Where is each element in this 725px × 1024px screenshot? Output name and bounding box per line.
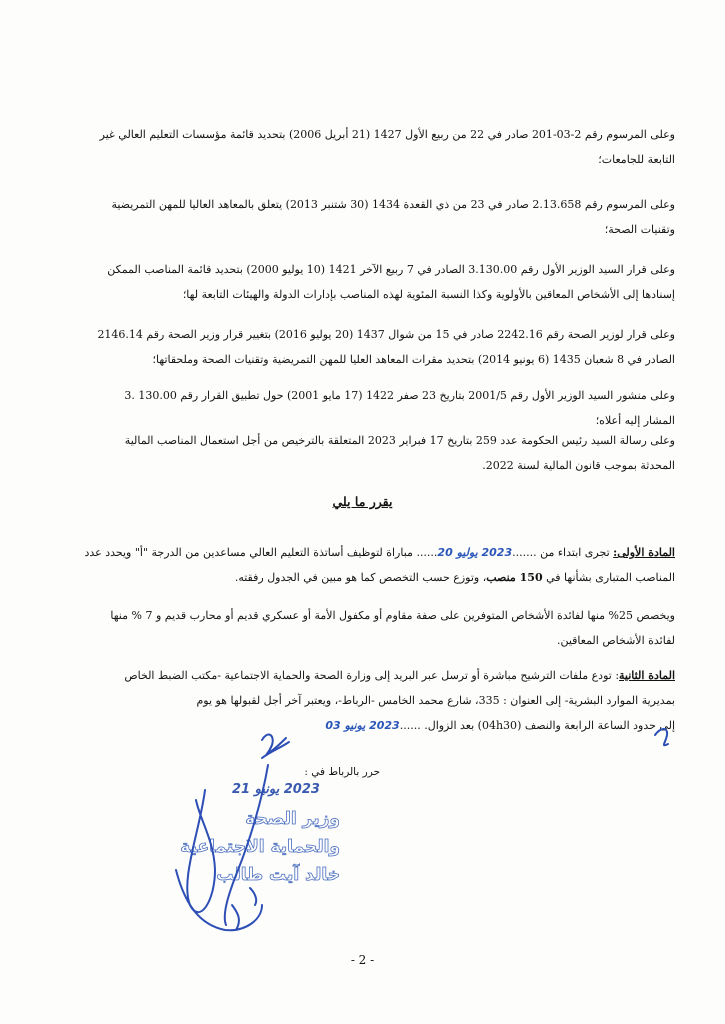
text-line: المشار إليه أعلاه؛ bbox=[595, 414, 675, 427]
seal-line: والحماية الاجتماعية bbox=[180, 837, 340, 857]
text-segment: مباراة لتوظيف أساتذة التعليم العالي مساعدين من الدرجة "أ" ويحدد عدد bbox=[84, 546, 413, 559]
text-line: وعلى قرار لوزير الصحة رقم 2242.16 صادر في 15 من شوال 1437 (20 يوليو 2016) بتغيير قرار وزير الصحة رقم 2146.14 bbox=[97, 328, 675, 341]
text-segment: تجرى ابتداء من bbox=[540, 546, 610, 559]
text-line: المحدثة بموجب قانون المالية لسنة 2022. bbox=[482, 459, 675, 472]
page-number: - 2 - bbox=[350, 953, 375, 967]
text-segment: المناصب المتبارى بشأنها في bbox=[546, 571, 675, 584]
text-line: وتقنيات الصحة؛ bbox=[604, 223, 675, 236]
text-line: وعلى المرسوم رقم 2.13.658 صادر في 23 من ذي القعدة 1434 (30 شتنبر 2013) يتعلق بالمعاهد العاليا للمهن التمريضية bbox=[111, 198, 675, 211]
text-line: وعلى المرسوم رقم 2-03-201 صادر في 22 من ربيع الأول 1427 (21 أبريل 2006) بتحديد قائمة مؤسسات التعليم العالي غير bbox=[99, 128, 675, 141]
decision-heading: يقرر ما يلي bbox=[332, 494, 393, 509]
posts-count: 150 منصب bbox=[486, 571, 543, 584]
text-line: إسنادها إلى الأشخاص المعاقين بالأولوية وكذا النسبة المئوية لهذه المناصب بإدارات الدولة والهيئات التابعة لها؛ bbox=[182, 288, 675, 301]
text-line: ويخصص 25% منها لفائدة الأشخاص المتوفرين على صفة مقاوم أو مكفول الأمة أو عسكري قديم أو محارب قديم و 7 % منها bbox=[110, 609, 675, 622]
article-two-label: المادة الثانية bbox=[619, 669, 675, 682]
seal-line: وزير الصحة bbox=[245, 809, 340, 829]
date-stamp: 2023 يوليو 20 bbox=[437, 546, 513, 559]
text-line: لفائدة الأشخاص المعاقين. bbox=[556, 634, 675, 647]
seal-line: خالد آيت طالب bbox=[216, 865, 340, 885]
text-line: وعلى رسالة السيد رئيس الحكومة عدد 259 بتاريخ 17 فبراير 2023 المتعلقة بالترخيص من أجل استعمال المناصب المالية bbox=[124, 434, 675, 447]
article-one-line-1: المادة الأولى: تجرى ابتداء من .......2023 يوليو 20...... مباراة لتوظيف أساتذة التعليم العالي مساعدين من الدرجة "أ" ويحدد عدد bbox=[84, 546, 675, 559]
signature-date-stamp: 2023 يونيو 21 bbox=[232, 782, 320, 797]
text-segment: : تودع ملفات الترشيح مباشرة أو ترسل عبر البريد إلى وزارة الصحة والحماية الاجتماعية -مكتب الضبط الخاص bbox=[124, 669, 620, 682]
article-two-line-2: بمديرية الموارد البشرية- إلى العنوان : 335، شارع محمد الخامس -الرباط-، ويعتبر آخر أجل لقبولها هو يوم bbox=[196, 694, 675, 707]
text-line: وعلى منشور السيد الوزير الأول رقم 2001/5 بتاريخ 23 صفر 1422 (17 مايو 2001) حول تطبيق القرار رقم 130.00 .3 bbox=[124, 389, 675, 402]
article-one-label: المادة الأولى: bbox=[613, 546, 675, 559]
text-line: الصادر في 8 شعبان 1435 (6 يونيو 2014) بتحديد مقرات المعاهد العليا للمهن التمريضية وتقنيات الصحة وملحقاتها؛ bbox=[152, 353, 675, 366]
text-line: التابعة للجامعات؛ bbox=[598, 153, 675, 166]
text-line: وعلى قرار السيد الوزير الأول رقم 3.130.00 الصادر في 7 ربيع الآخر 1421 (10 يوليو 2000) بتحديد قائمة المناصب الممكن bbox=[107, 263, 675, 276]
text-segment: ، وتوزع حسب التخصص كما هو مبين في الجدول رفقته. bbox=[234, 571, 487, 584]
date-stamp: 2023 يونيو 03 bbox=[325, 719, 400, 732]
article-two-line-3: إلى حدود الساعة الرابعة والنصف (04h30) بعد الزوال. ......2023 يونيو 03 bbox=[325, 719, 675, 732]
signed-at-label: حرر بالرباط في : bbox=[304, 766, 380, 778]
text-segment: إلى حدود الساعة الرابعة والنصف (04h30) بعد الزوال. bbox=[424, 719, 675, 732]
